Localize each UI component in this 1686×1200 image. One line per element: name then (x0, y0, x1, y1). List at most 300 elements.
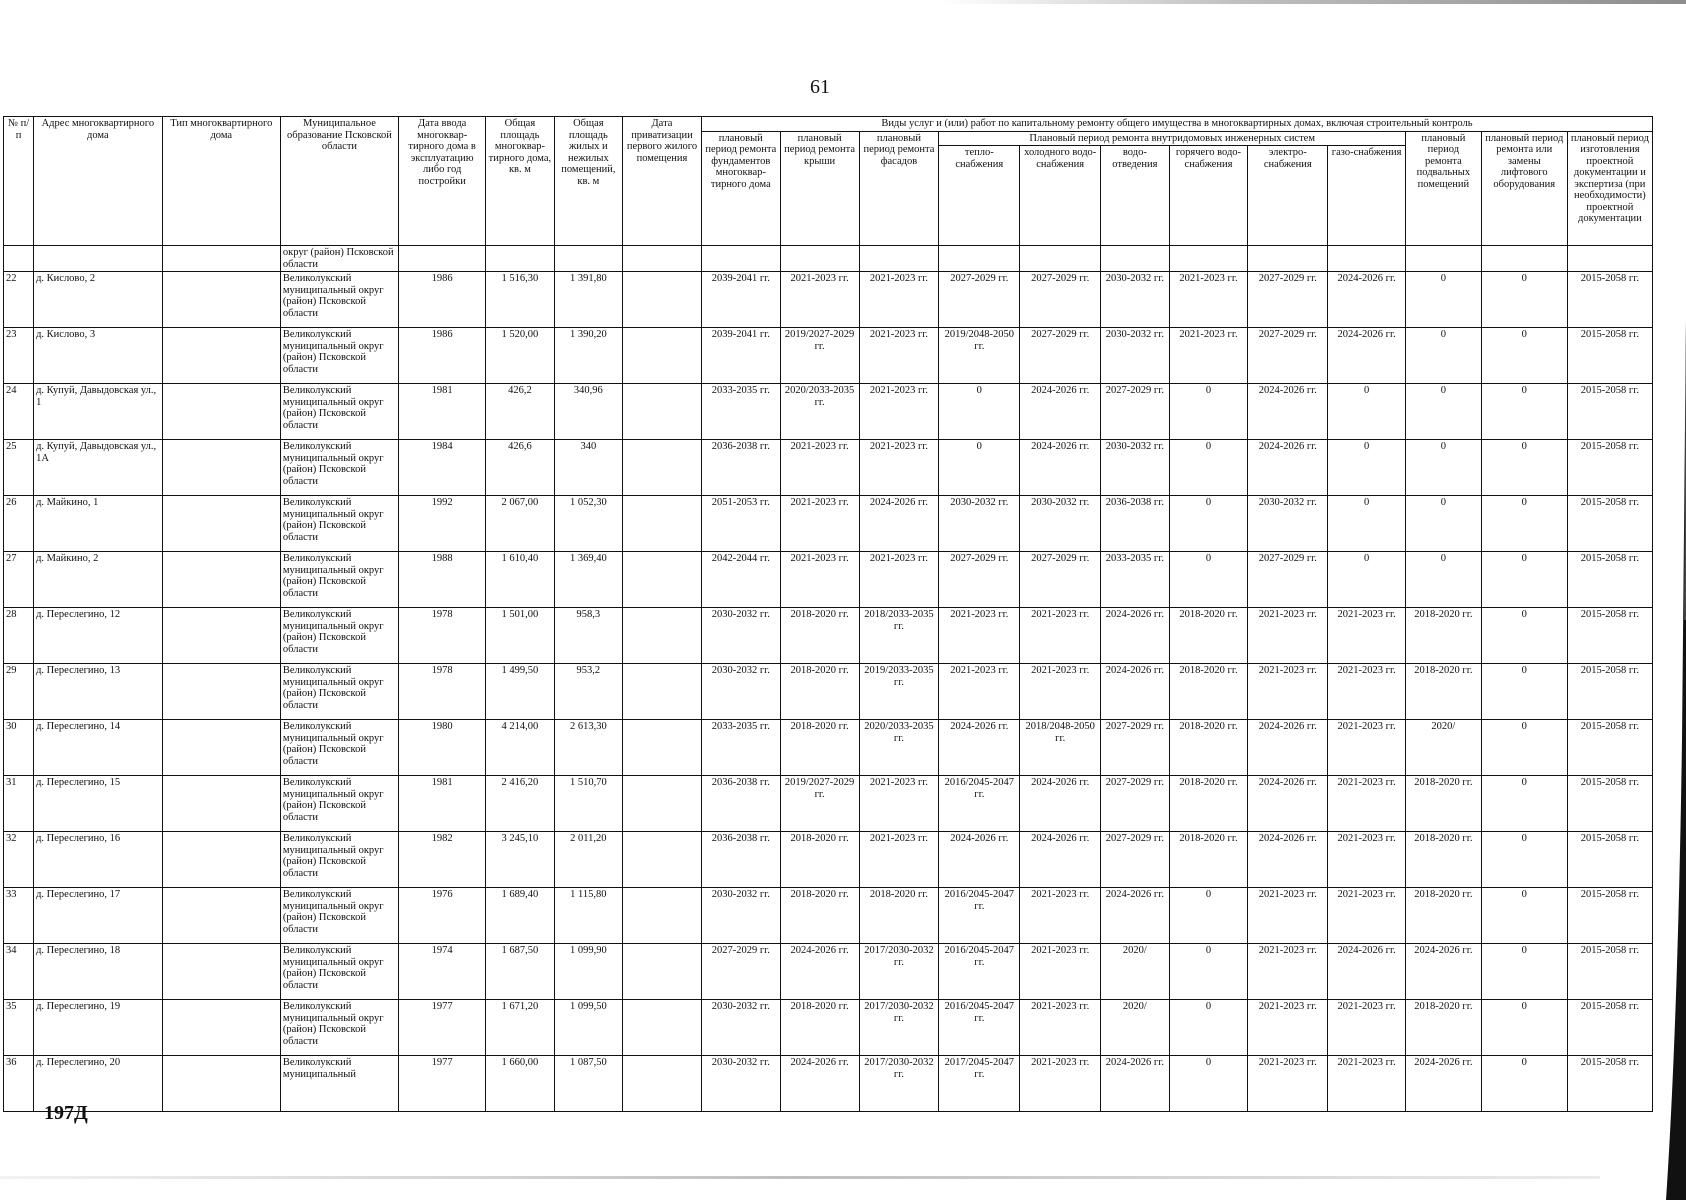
cell-basement: 2018-2020 гг. (1406, 888, 1482, 944)
cell-basement: 0 (1406, 496, 1482, 552)
table-row (4, 664, 1653, 720)
cell-roof: 2018-2020 гг. (780, 608, 859, 664)
cell-gas: 0 (1328, 496, 1406, 552)
cell-design: 2015-2058 гг. (1567, 496, 1652, 552)
cell-privatization (623, 272, 702, 328)
cell-privatization (623, 1000, 702, 1056)
table-row (4, 608, 1653, 664)
cell-facade: 2020/2033-2035 гг. (859, 720, 939, 776)
cell-gas: 2024-2026 гг. (1328, 944, 1406, 1000)
cell-num: 35 (4, 1000, 34, 1056)
table-body (4, 246, 1653, 1112)
cell-address: д. Переслегино, 18 (34, 944, 163, 1000)
cell-elevator: 0 (1481, 496, 1567, 552)
cell-type (162, 664, 280, 720)
cell-roof: 2018-2020 гг. (780, 664, 859, 720)
cell-foundation: 2033-2035 гг. (701, 720, 780, 776)
header-gas: газо-снабжения (1328, 146, 1406, 246)
cell-privatization (623, 608, 702, 664)
cell-roof: 2021-2023 гг. (780, 496, 859, 552)
cell-electric: 2030-2032 гг. (1248, 496, 1328, 552)
cell-year: 1981 (399, 384, 486, 440)
cell-foundation: 2042-2044 гг. (701, 552, 780, 608)
cell-elevator: 0 (1481, 272, 1567, 328)
cell-sewer: 2030-2032 гг. (1101, 272, 1169, 328)
continuation-row (4, 246, 1653, 272)
cell-living-area: 2 613,30 (554, 720, 622, 776)
cell-sewer: 2024-2026 гг. (1101, 1056, 1169, 1112)
cell-living-area: 1 115,80 (554, 888, 622, 944)
cell-sewer: 2027-2029 гг. (1101, 832, 1169, 888)
cell-sewer: 2027-2029 гг. (1101, 720, 1169, 776)
cell-sewer: 2030-2032 гг. (1101, 328, 1169, 384)
cell-address: д. Кислово, 2 (34, 272, 163, 328)
table-row (4, 496, 1653, 552)
header-design: плановый период изготовления проектной документации и экспертиза (при необходимости) проектной документации (1567, 131, 1652, 246)
cell-privatization (623, 832, 702, 888)
continuation-municipality: округ (район) Псковской области (280, 246, 398, 272)
cell-roof: 2021-2023 гг. (780, 440, 859, 496)
cell-elevator: 0 (1481, 552, 1567, 608)
cell-sewer: 2020/ (1101, 1000, 1169, 1056)
cell-municipality: Великолукский муниципальный округ (район) Псковской области (280, 720, 398, 776)
cell-basement: 2018-2020 гг. (1406, 776, 1482, 832)
cell-address: д. Переслегино, 19 (34, 1000, 163, 1056)
cell-cold-water: 2027-2029 гг. (1020, 328, 1101, 384)
cell-basement: 0 (1406, 272, 1482, 328)
cell-privatization (623, 440, 702, 496)
cell-facade: 2019/2033-2035 гг. (859, 664, 939, 720)
header-living-area: Общая площадь жилых и нежилых помещений, кв. м (554, 117, 622, 246)
cell-year: 1981 (399, 776, 486, 832)
header-municipality: Муниципальное образование Псковской области (280, 117, 398, 246)
cell-gas: 2021-2023 гг. (1328, 608, 1406, 664)
cell-living-area: 340,96 (554, 384, 622, 440)
cell-type (162, 832, 280, 888)
cell-num: 33 (4, 888, 34, 944)
cell-foundation: 2051-2053 гг. (701, 496, 780, 552)
cell-facade: 2018/2033-2035 гг. (859, 608, 939, 664)
cell-electric: 2024-2026 гг. (1248, 776, 1328, 832)
cell-facade: 2021-2023 гг. (859, 832, 939, 888)
cell-municipality: Великолукский муниципальный округ (район) Псковской области (280, 832, 398, 888)
cell-privatization (623, 720, 702, 776)
cell-elevator: 0 (1481, 888, 1567, 944)
cell-year: 1986 (399, 272, 486, 328)
scan-edge-shadow (1658, 320, 1686, 1200)
cell-foundation: 2039-2041 гг. (701, 328, 780, 384)
cell-num: 24 (4, 384, 34, 440)
cell-type (162, 496, 280, 552)
cell-num: 36 (4, 1056, 34, 1112)
cell-elevator: 0 (1481, 440, 1567, 496)
table-row (4, 384, 1653, 440)
cell-municipality: Великолукский муниципальный округ (район) Псковской области (280, 664, 398, 720)
cell-facade: 2021-2023 гг. (859, 272, 939, 328)
cell-gas: 2021-2023 гг. (1328, 776, 1406, 832)
cell-basement: 0 (1406, 552, 1482, 608)
cell-sewer: 2027-2029 гг. (1101, 384, 1169, 440)
cell-heat: 0 (939, 440, 1020, 496)
cell-total-area: 1 520,00 (486, 328, 554, 384)
cell-type (162, 776, 280, 832)
cell-year: 1977 (399, 1000, 486, 1056)
cell-num: 32 (4, 832, 34, 888)
cell-living-area: 340 (554, 440, 622, 496)
cell-design: 2015-2058 гг. (1567, 664, 1652, 720)
cell-roof: 2020/2033-2035 гг. (780, 384, 859, 440)
cell-elevator: 0 (1481, 608, 1567, 664)
cell-total-area: 2 067,00 (486, 496, 554, 552)
cell-basement: 0 (1406, 384, 1482, 440)
cell-electric: 2021-2023 гг. (1248, 1000, 1328, 1056)
cell-heat: 2019/2048-2050 гг. (939, 328, 1020, 384)
cell-foundation: 2030-2032 гг. (701, 608, 780, 664)
cell-elevator: 0 (1481, 1056, 1567, 1112)
cell-type (162, 608, 280, 664)
cell-privatization (623, 776, 702, 832)
cell-design: 2015-2058 гг. (1567, 888, 1652, 944)
cell-total-area: 1 499,50 (486, 664, 554, 720)
cell-roof: 2021-2023 гг. (780, 552, 859, 608)
table-row (4, 888, 1653, 944)
cell-elevator: 0 (1481, 720, 1567, 776)
cell-roof: 2018-2020 гг. (780, 1000, 859, 1056)
cell-living-area: 1 369,40 (554, 552, 622, 608)
cell-type (162, 440, 280, 496)
cell-type (162, 384, 280, 440)
cell-facade: 2024-2026 гг. (859, 496, 939, 552)
cell-hot-water: 0 (1169, 440, 1248, 496)
table-row (4, 776, 1653, 832)
cell-roof: 2018-2020 гг. (780, 832, 859, 888)
header-facade: плановый период ремонта фасадов (859, 131, 939, 246)
cell-gas: 0 (1328, 552, 1406, 608)
cell-cold-water: 2021-2023 гг. (1020, 944, 1101, 1000)
cell-roof: 2021-2023 гг. (780, 272, 859, 328)
cell-facade: 2021-2023 гг. (859, 776, 939, 832)
cell-address: д. Майкино, 1 (34, 496, 163, 552)
cell-num: 27 (4, 552, 34, 608)
cell-year: 1978 (399, 664, 486, 720)
cell-num: 28 (4, 608, 34, 664)
cell-roof: 2018-2020 гг. (780, 888, 859, 944)
cell-address: д. Переслегино, 13 (34, 664, 163, 720)
cell-cold-water: 2021-2023 гг. (1020, 664, 1101, 720)
cell-electric: 2021-2023 гг. (1248, 944, 1328, 1000)
cell-living-area: 1 087,50 (554, 1056, 622, 1112)
cell-cold-water: 2021-2023 гг. (1020, 1056, 1101, 1112)
cell-address: д. Переслегино, 17 (34, 888, 163, 944)
cell-electric: 2021-2023 гг. (1248, 1056, 1328, 1112)
cell-heat: 2016/2045-2047 гг. (939, 944, 1020, 1000)
cell-basement: 2018-2020 гг. (1406, 664, 1482, 720)
cell-num: 31 (4, 776, 34, 832)
cell-roof: 2024-2026 гг. (780, 1056, 859, 1112)
cell-gas: 2021-2023 гг. (1328, 888, 1406, 944)
cell-type (162, 1056, 280, 1112)
cell-design: 2015-2058 гг. (1567, 832, 1652, 888)
cell-cold-water: 2021-2023 гг. (1020, 1000, 1101, 1056)
cell-hot-water: 2018-2020 гг. (1169, 608, 1248, 664)
cell-electric: 2027-2029 гг. (1248, 552, 1328, 608)
cell-address: д. Купуй, Давыдовская ул., 1 (34, 384, 163, 440)
cell-basement: 2024-2026 гг. (1406, 944, 1482, 1000)
cell-total-area: 1 660,00 (486, 1056, 554, 1112)
cell-year: 1984 (399, 440, 486, 496)
cell-elevator: 0 (1481, 328, 1567, 384)
cell-foundation: 2030-2032 гг. (701, 1000, 780, 1056)
cell-heat: 2021-2023 гг. (939, 608, 1020, 664)
cell-heat: 2027-2029 гг. (939, 552, 1020, 608)
cell-cold-water: 2024-2026 гг. (1020, 776, 1101, 832)
cell-elevator: 0 (1481, 1000, 1567, 1056)
table-row (4, 720, 1653, 776)
cell-type (162, 328, 280, 384)
cell-year: 1976 (399, 888, 486, 944)
cell-total-area: 4 214,00 (486, 720, 554, 776)
cell-sewer: 2030-2032 гг. (1101, 440, 1169, 496)
cell-privatization (623, 1056, 702, 1112)
cell-cold-water: 2021-2023 гг. (1020, 608, 1101, 664)
cell-hot-water: 0 (1169, 1000, 1248, 1056)
cell-address: д. Переслегино, 16 (34, 832, 163, 888)
cell-design: 2015-2058 гг. (1567, 328, 1652, 384)
cell-total-area: 1 610,40 (486, 552, 554, 608)
cell-design: 2015-2058 гг. (1567, 1056, 1652, 1112)
cell-municipality: Великолукский муниципальный округ (район) Псковской области (280, 496, 398, 552)
header-total-area: Общая площадь многоквар-тирного дома, кв. м (486, 117, 554, 246)
cell-design: 2015-2058 гг. (1567, 440, 1652, 496)
header-cold-water: холодного водо-снабжения (1020, 146, 1101, 246)
scan-artifact-top (940, 0, 1686, 4)
cell-foundation: 2036-2038 гг. (701, 776, 780, 832)
cell-cold-water: 2024-2026 гг. (1020, 440, 1101, 496)
cell-total-area: 1 689,40 (486, 888, 554, 944)
cell-num: 30 (4, 720, 34, 776)
cell-basement: 2018-2020 гг. (1406, 1000, 1482, 1056)
cell-heat: 2030-2032 гг. (939, 496, 1020, 552)
cell-gas: 2021-2023 гг. (1328, 832, 1406, 888)
cell-heat: 0 (939, 384, 1020, 440)
table-row (4, 552, 1653, 608)
cell-num: 25 (4, 440, 34, 496)
cell-heat: 2016/2045-2047 гг. (939, 1000, 1020, 1056)
cell-cold-water: 2027-2029 гг. (1020, 552, 1101, 608)
cell-foundation: 2033-2035 гг. (701, 384, 780, 440)
cell-heat: 2017/2045-2047 гг. (939, 1056, 1020, 1112)
cell-elevator: 0 (1481, 832, 1567, 888)
cell-electric: 2024-2026 гг. (1248, 384, 1328, 440)
cell-basement: 2024-2026 гг. (1406, 1056, 1482, 1112)
cell-basement: 0 (1406, 440, 1482, 496)
cell-type (162, 720, 280, 776)
cell-address: д. Переслегино, 15 (34, 776, 163, 832)
cell-num: 26 (4, 496, 34, 552)
cell-electric: 2024-2026 гг. (1248, 832, 1328, 888)
table-header (4, 117, 1653, 246)
cell-gas: 2021-2023 гг. (1328, 720, 1406, 776)
cell-foundation: 2030-2032 гг. (701, 1056, 780, 1112)
table-row (4, 272, 1653, 328)
cell-living-area: 1 052,30 (554, 496, 622, 552)
cell-electric: 2024-2026 гг. (1248, 720, 1328, 776)
cell-hot-water: 0 (1169, 552, 1248, 608)
cell-facade: 2021-2023 гг. (859, 440, 939, 496)
cell-roof: 2019/2027-2029 гг. (780, 328, 859, 384)
cell-design: 2015-2058 гг. (1567, 776, 1652, 832)
cell-hot-water: 2021-2023 гг. (1169, 272, 1248, 328)
cell-gas: 2021-2023 гг. (1328, 1056, 1406, 1112)
cell-facade: 2017/2030-2032 гг. (859, 944, 939, 1000)
table-row (4, 832, 1653, 888)
cell-facade: 2017/2030-2032 гг. (859, 1056, 939, 1112)
cell-privatization (623, 888, 702, 944)
cell-living-area: 1 099,50 (554, 1000, 622, 1056)
cell-year: 1978 (399, 608, 486, 664)
table-row (4, 1056, 1653, 1112)
cell-roof: 2018-2020 гг. (780, 720, 859, 776)
cell-num: 23 (4, 328, 34, 384)
cell-type (162, 888, 280, 944)
cell-num: 29 (4, 664, 34, 720)
cell-design: 2015-2058 гг. (1567, 720, 1652, 776)
cell-total-area: 1 501,00 (486, 608, 554, 664)
cell-electric: 2021-2023 гг. (1248, 664, 1328, 720)
cell-electric: 2024-2026 гг. (1248, 440, 1328, 496)
cell-address: д. Переслегино, 12 (34, 608, 163, 664)
table-row (4, 328, 1653, 384)
cell-basement: 2018-2020 гг. (1406, 832, 1482, 888)
cell-sewer: 2024-2026 гг. (1101, 664, 1169, 720)
cell-living-area: 1 510,70 (554, 776, 622, 832)
cell-foundation: 2036-2038 гг. (701, 832, 780, 888)
cell-total-area: 3 245,10 (486, 832, 554, 888)
cell-elevator: 0 (1481, 944, 1567, 1000)
cell-total-area: 1 671,20 (486, 1000, 554, 1056)
header-roof: плановый период ремонта крыши (780, 131, 859, 246)
cell-elevator: 0 (1481, 664, 1567, 720)
cell-facade: 2017/2030-2032 гг. (859, 1000, 939, 1056)
cell-hot-water: 2018-2020 гг. (1169, 832, 1248, 888)
cell-municipality: Великолукский муниципальный округ (район) Псковской области (280, 328, 398, 384)
cell-sewer: 2024-2026 гг. (1101, 888, 1169, 944)
table-row (4, 440, 1653, 496)
header-basement: плановый период ремонта подвальных помещений (1406, 131, 1482, 246)
cell-total-area: 426,2 (486, 384, 554, 440)
cell-municipality: Великолукский муниципальный округ (район) Псковской области (280, 272, 398, 328)
cell-municipality: Великолукский муниципальный округ (район) Псковской области (280, 384, 398, 440)
cell-design: 2015-2058 гг. (1567, 272, 1652, 328)
cell-design: 2015-2058 гг. (1567, 384, 1652, 440)
cell-address: д. Купуй, Давыдовская ул., 1А (34, 440, 163, 496)
cell-hot-water: 0 (1169, 944, 1248, 1000)
header-elevator: плановый период ремонта или замены лифтового оборудования (1481, 131, 1567, 246)
cell-total-area: 1 687,50 (486, 944, 554, 1000)
cell-design: 2015-2058 гг. (1567, 944, 1652, 1000)
cell-municipality: Великолукский муниципальный округ (район) Псковской области (280, 944, 398, 1000)
cell-heat: 2016/2045-2047 гг. (939, 888, 1020, 944)
cell-year: 1992 (399, 496, 486, 552)
cell-year: 1988 (399, 552, 486, 608)
cell-gas: 2024-2026 гг. (1328, 272, 1406, 328)
cell-year: 1980 (399, 720, 486, 776)
cell-hot-water: 2018-2020 гг. (1169, 776, 1248, 832)
cell-gas: 0 (1328, 384, 1406, 440)
cell-electric: 2027-2029 гг. (1248, 272, 1328, 328)
header-sewer: водо-отведения (1101, 146, 1169, 246)
cell-electric: 2027-2029 гг. (1248, 328, 1328, 384)
cell-living-area: 953,2 (554, 664, 622, 720)
cell-year: 1982 (399, 832, 486, 888)
cell-sewer: 2024-2026 гг. (1101, 608, 1169, 664)
cell-hot-water: 2018-2020 гг. (1169, 664, 1248, 720)
cell-basement: 2020/ (1406, 720, 1482, 776)
cell-living-area: 1 099,90 (554, 944, 622, 1000)
header-services-group: Виды услуг и (или) работ по капитальному ремонту общего имущества в многоквартирных домах, включая строительный контроль (701, 117, 1652, 132)
cell-municipality: Великолукский муниципальный округ (район) Псковской области (280, 440, 398, 496)
cell-foundation: 2039-2041 гг. (701, 272, 780, 328)
cell-privatization (623, 552, 702, 608)
cell-cold-water: 2018/2048-2050 гг. (1020, 720, 1101, 776)
document-code: 197Д (44, 1102, 88, 1124)
cell-facade: 2021-2023 гг. (859, 552, 939, 608)
cell-foundation: 2030-2032 гг. (701, 664, 780, 720)
cell-hot-water: 0 (1169, 384, 1248, 440)
scan-artifact-bottom (0, 1176, 1600, 1179)
cell-num: 34 (4, 944, 34, 1000)
cell-municipality: Великолукский муниципальный округ (район) Псковской области (280, 888, 398, 944)
cell-living-area: 1 391,80 (554, 272, 622, 328)
cell-cold-water: 2030-2032 гг. (1020, 496, 1101, 552)
cell-year: 1974 (399, 944, 486, 1000)
cell-heat: 2024-2026 гг. (939, 832, 1020, 888)
cell-foundation: 2036-2038 гг. (701, 440, 780, 496)
cell-elevator: 0 (1481, 776, 1567, 832)
cell-heat: 2027-2029 гг. (939, 272, 1020, 328)
cell-hot-water: 0 (1169, 888, 1248, 944)
cell-gas: 2021-2023 гг. (1328, 1000, 1406, 1056)
cell-type (162, 272, 280, 328)
cell-hot-water: 0 (1169, 496, 1248, 552)
cell-type (162, 552, 280, 608)
cell-sewer: 2033-2035 гг. (1101, 552, 1169, 608)
repair-schedule-table (3, 116, 1653, 1112)
cell-municipality: Великолукский муниципальный (280, 1056, 398, 1112)
cell-design: 2015-2058 гг. (1567, 552, 1652, 608)
cell-cold-water: 2027-2029 гг. (1020, 272, 1101, 328)
cell-address: д. Переслегино, 14 (34, 720, 163, 776)
cell-privatization (623, 384, 702, 440)
cell-facade: 2021-2023 гг. (859, 328, 939, 384)
cell-municipality: Великолукский муниципальный округ (район) Псковской области (280, 776, 398, 832)
cell-privatization (623, 496, 702, 552)
header-num: № п/п (4, 117, 34, 246)
cell-facade: 2018-2020 гг. (859, 888, 939, 944)
cell-municipality: Великолукский муниципальный округ (район) Псковской области (280, 552, 398, 608)
cell-heat: 2021-2023 гг. (939, 664, 1020, 720)
cell-design: 2015-2058 гг. (1567, 608, 1652, 664)
cell-roof: 2024-2026 гг. (780, 944, 859, 1000)
header-hot-water: горячего водо-снабжения (1169, 146, 1248, 246)
page-number: 61 (810, 76, 830, 98)
cell-num: 22 (4, 272, 34, 328)
cell-cold-water: 2024-2026 гг. (1020, 832, 1101, 888)
cell-gas: 0 (1328, 440, 1406, 496)
cell-year: 1986 (399, 328, 486, 384)
header-engineering-group: Плановый период ремонта внутридомовых инженерных систем (939, 131, 1406, 146)
cell-total-area: 426,6 (486, 440, 554, 496)
